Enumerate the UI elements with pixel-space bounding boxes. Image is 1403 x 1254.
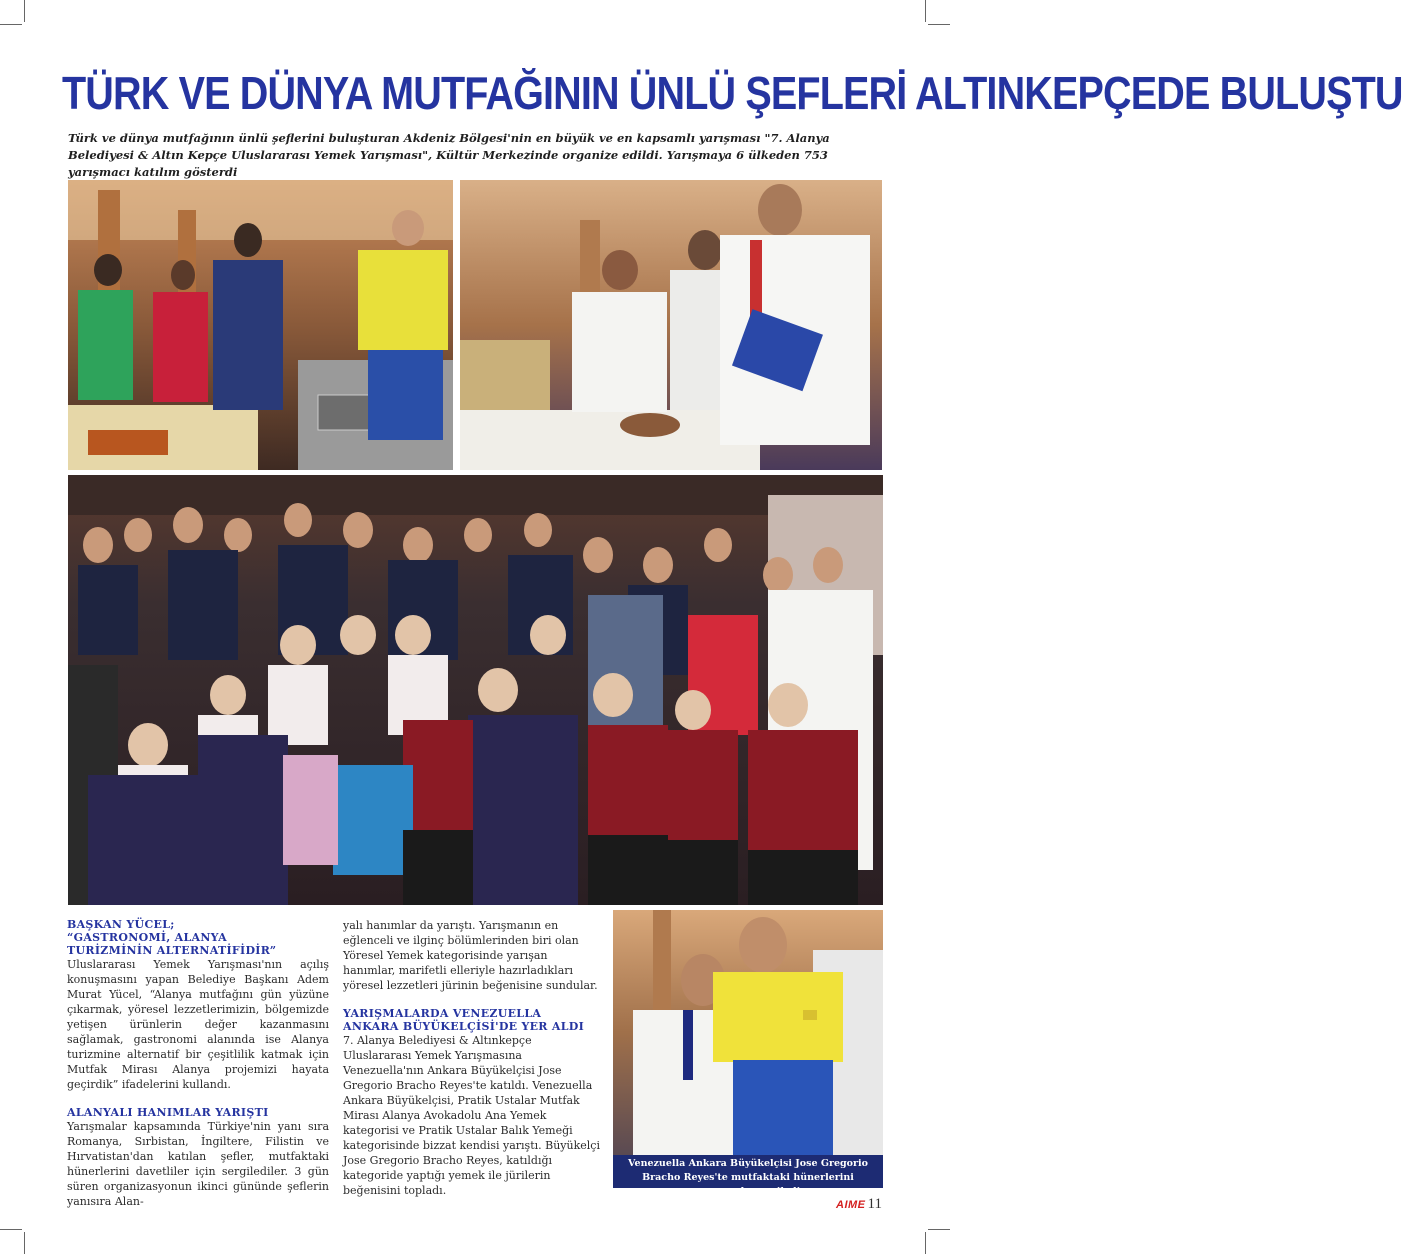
crop-mark <box>928 1229 950 1230</box>
photo-cooking-station <box>68 180 453 470</box>
crop-mark <box>925 0 926 22</box>
heading-line: YARIŞMALARDA VENEZUELLA <box>343 1007 542 1020</box>
paragraph: Uluslararası Yemek Yarışması'nın açılış konuşmasını yapan Belediye Başkanı Adem Murat Yücel, “Alanya mutfağını gün yüzüne çıkarmak, yöresel lezzetlerimizin, bölgemizde yetişen ürünlerin değer kazanmasını sağlamak, gastronomi alanında ise Alanya turizmine alternatif bir çeşitlilik katmak için Mutfak Mirası Alanya projemizi hayata geçirdik” ifadelerini kullandı. <box>67 958 329 1091</box>
heading-line: ANKARA BÜYÜKELÇİSİ'DE YER ALDI <box>343 1020 585 1033</box>
heading-line: “GASTRONOMİ, ALANYA <box>67 931 227 944</box>
heading-line: BAŞKAN YÜCEL; <box>67 918 175 931</box>
photo-ambassador-chef <box>613 910 883 1155</box>
crop-mark <box>928 24 950 25</box>
article-headline: TÜRK VE DÜNYA MUTFAĞININ ÜNLÜ ŞEFLERİ ALTINKEPÇEDE BULUŞTU <box>62 67 1403 119</box>
photo-group-children <box>68 475 883 905</box>
crop-mark <box>24 1232 25 1254</box>
article-intro: Türk ve dünya mutfağının ünlü şeflerini buluşturan Akdeniz Bölgesi'nin en büyük ve en kapsamlı yarışması "7. Alanya Belediyesi & Altın Kepçe Uluslararası Yemek Yarışması", Kültür Merkezinde organize edildi. Yarışmaya 6 ülkeden 753 yarışmacı katılım gösterdi <box>68 131 830 179</box>
heading-line: TURİZMİNİN ALTERNATİFİDİR” <box>67 944 277 957</box>
paragraph: yalı hanımlar da yarıştı. Yarışmanın en eğlenceli ve ilginç bölümlerinden biri olan Yöresel Yemek kategorisinde yarışan hanımlar, marifetli elleriyle hazırladıkları yöresel lezzetleri jürinin beğenisine sundular. <box>343 919 598 992</box>
section-heading-baskan <box>67 918 329 957</box>
section-heading-alanyali: ALANYALI HANIMLAR YARIŞTI <box>67 1106 269 1119</box>
page-number: 11 <box>867 1196 882 1212</box>
photo-chefs-plating <box>460 180 882 470</box>
section-heading-venezuella <box>343 1007 603 1033</box>
crop-mark <box>24 0 25 22</box>
paragraph: 7. Alanya Belediyesi & Altınkepçe Uluslararası Yemek Yarışmasına Venezuella'nın Ankara Büyükelçisi Jose Gregorio Bracho Reyes'te katıldı. Venezuella Ankara Büyükelçisi, Pratik Ustalar Mutfak Mirası Alanya Avokadolu Ana Yemek kategorisi ve Pratik Ustalar Balık Yemeği kategorisinde bizzat kendisi yarıştı. Büyükelçi Jose Gregorio Bracho Reyes, katıldığı kategoride yaptığı yemek ile jürilerin beğenisini topladı. <box>343 1034 600 1197</box>
text-column-2 <box>343 918 603 1198</box>
photo-caption: Venezuella Ankara Büyükelçisi Jose Gregorio Bracho Reyes'te mutfaktaki hünerlerini yarışmada sergiledi <box>613 1155 883 1188</box>
crop-mark <box>0 24 22 25</box>
brand-logo: AIME <box>836 1199 866 1211</box>
crop-mark <box>0 1229 22 1230</box>
crop-mark <box>925 1232 926 1254</box>
text-column-1 <box>67 918 329 1209</box>
paragraph: Yarışmalar kapsamında Türkiye'nin yanı sıra Romanya, Sırbistan, İngiltere, Filistin ve Hırvatistan'dan katılan şefler, mutfaktaki hünerlerini davetliler için sergilediler. 3 gün süren organizasyonun ikinci gününde şeflerin yanısıra Alan- <box>67 1120 329 1208</box>
page-footer <box>836 1196 882 1218</box>
